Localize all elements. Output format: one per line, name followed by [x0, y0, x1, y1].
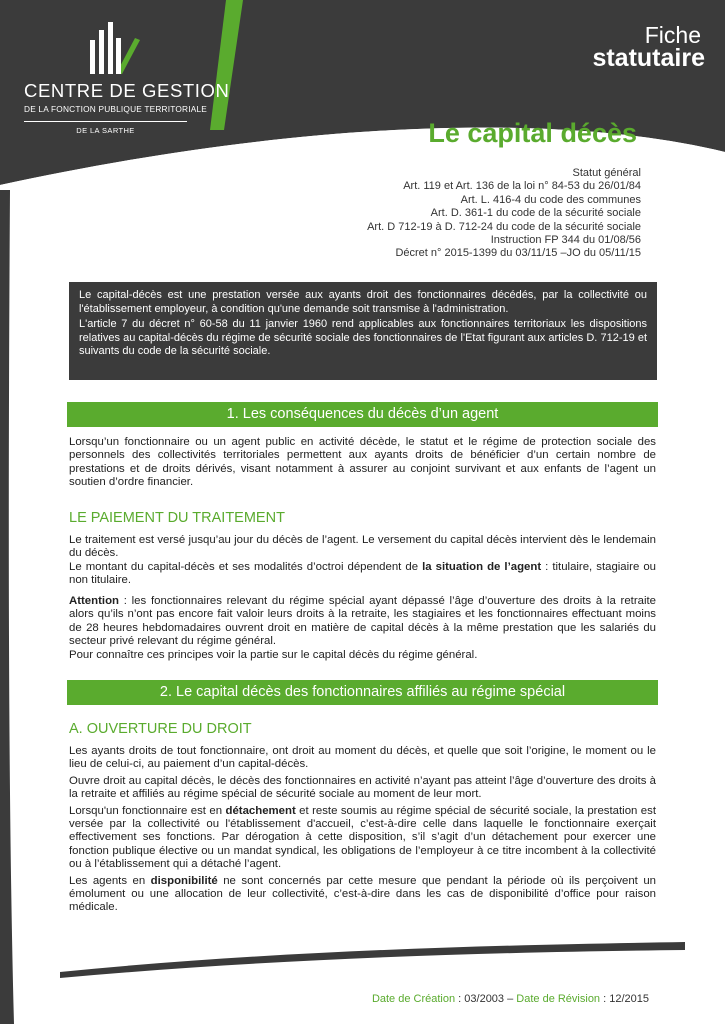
subheading-ouverture-droit: A. OUVERTURE DU DROIT — [69, 721, 252, 737]
attention-paragraph: Attention : les fonctionnaires relevant du régime spécial ayant dépassé l’âge d’ouverture des droits à la retraite alors qu’ils n’ont pas encore fait valoir leurs droits à la retraite, les stagiaires et les fonctionnaires effectuant moins de 28 heures hebdomadaires ouvrent droit en matière de capital décès à la même prestation que les salariés du secteur privé relevant du régime général. — [69, 595, 656, 648]
fiche-label: Fiche — [644, 22, 701, 48]
paiement-p1: Le traitement est versé jusqu’au jour du décès de l’agent. Le versement du capital décès intervient dès le lendemain du décès. — [69, 534, 656, 560]
paiement-paragraphs — [69, 534, 656, 588]
creation-date: 03/2003 — [464, 993, 505, 1005]
reference-line: Art. 119 et Art. 136 de la loi n° 84-53 du 26/01/84 — [403, 180, 641, 193]
disponibilite-paragraph: Les agents en disponibilité ne sont concernés par cette mesure que pendant la période où ils perçoivent un émolument ou une allocation de leur collectivité, c’est-à-dire dans les cas de disponibilité d’office pour raison médicale. — [69, 874, 656, 914]
reference-line: Art. D. 361-1 du code de la sécurité sociale — [430, 207, 641, 220]
logo-subtitle: DE LA FONCTION PUBLIQUE TERRITORIALE — [24, 104, 208, 114]
detachement-paragraph: Lorsqu'un fonctionnaire est en détachement et reste soumis au régime spécial de sécurité sociale, la prestation est versée par la collectivité ou l'établissement d'accueil, c’est-à-dire celle dans laquelle le fonctionnaire exerçait effectivement ses fonctions. Par dérogation à cette disposition, s’il s’agit d’un détachement pour exercer une fonction publique élective ou un mandat syndical, les obligations de l’employeur à ce titre incombent à la collectivité ou à l’établissement qui a détaché l’agent. — [69, 804, 656, 871]
footer-swoosh — [60, 942, 685, 978]
logo-title: CENTRE DE GESTION — [24, 80, 230, 101]
logo-department: DE LA SARTHE — [18, 126, 193, 135]
revision-label: Date de Révision — [516, 993, 601, 1005]
subheading-paiement-traitement: LE PAIEMENT DU TRAITEMENT — [69, 510, 285, 526]
legal-references — [367, 167, 641, 261]
reference-line: Art. D 712-19 à D. 712-24 du code de la sécurité sociale — [367, 220, 641, 233]
fiche-type: statutaire — [592, 44, 705, 72]
section-2-heading: 2. Le capital décès des fonctionnaires affiliés au régime spécial — [67, 680, 658, 705]
section-1-heading: 1. Les conséquences du décès d’un agent — [67, 402, 658, 427]
footer-dates: Date de Création : 03/2003 – Date de Révision : 12/2015 — [371, 993, 649, 1005]
left-margin-curve — [0, 190, 14, 1024]
reference-line: Art. L. 416-4 du code des communes — [460, 193, 641, 206]
paiement-p2: Le montant du capital-décès et ses modalités d’octroi dépendent de la situation de l’agent : titulaire, stagiaire ou non titulaire. — [69, 560, 656, 587]
reference-line: Statut général — [572, 167, 641, 179]
ouverture-p2: Ouvre droit au capital décès, le décès des fonctionnaires en activité n’ayant pas atteint l’âge d’ouverture des droits à la retraite et affiliés au régime spécial de sécurité sociale au moment de leur mort. — [69, 774, 656, 801]
ouverture-paragraphs — [69, 745, 656, 915]
intro-paragraph: Le capital-décès est une prestation versée aux ayants droit des fonctionnaires décédés, par la collectivité ou l'établissement employeur, à condition qu'une demande soit transmise à l'administration. — [79, 289, 647, 315]
reference-line: Instruction FP 344 du 01/08/56 — [490, 234, 641, 247]
ouverture-p1: Les ayants droits de tout fonctionnaire, ont droit au moment du décès, et quelle que soit l’origine, le moment ou le lieu de celui-ci, au paiement d’un capital-décès. — [69, 745, 656, 771]
intro-paragraph: L'article 7 du décret n° 60-58 du 11 janvier 1960 rend applicables aux fonctionnaires territoriaux les dispositions relatives au capital-décès du régime de sécurité sociale des fonctionnaires de l'Etat figurant aux articles D. 712-19 et suivants du code de la sécurité sociale. — [79, 318, 647, 358]
creation-label: Date de Création — [371, 993, 456, 1005]
regime-general-note: Pour connaître ces principes voir la partie sur le capital décès du régime général. — [69, 648, 478, 661]
attention-paragraphs — [69, 595, 656, 662]
revision-date: 12/2015 — [609, 993, 649, 1005]
logo-divider — [24, 121, 187, 122]
intro-box — [69, 282, 657, 380]
section-1-paragraph: Lorsqu’un fonctionnaire ou un agent public en activité décède, le statut et le régime de protection sociale des personnels des collectivités territoriales permettent aux ayants droits de bénéficier d’un certain nombre de prestations et de droits dérivés, visant notamment à assurer au conjoint survivant et aux enfants de l’agent un soutien d’ordre financier. — [69, 436, 656, 489]
logo-bars-icon — [88, 22, 148, 77]
reference-line: Décret n° 2015-1399 du 03/11/15 –JO du 05/11/15 — [395, 247, 641, 260]
document-title: Le capital décès — [428, 118, 637, 148]
